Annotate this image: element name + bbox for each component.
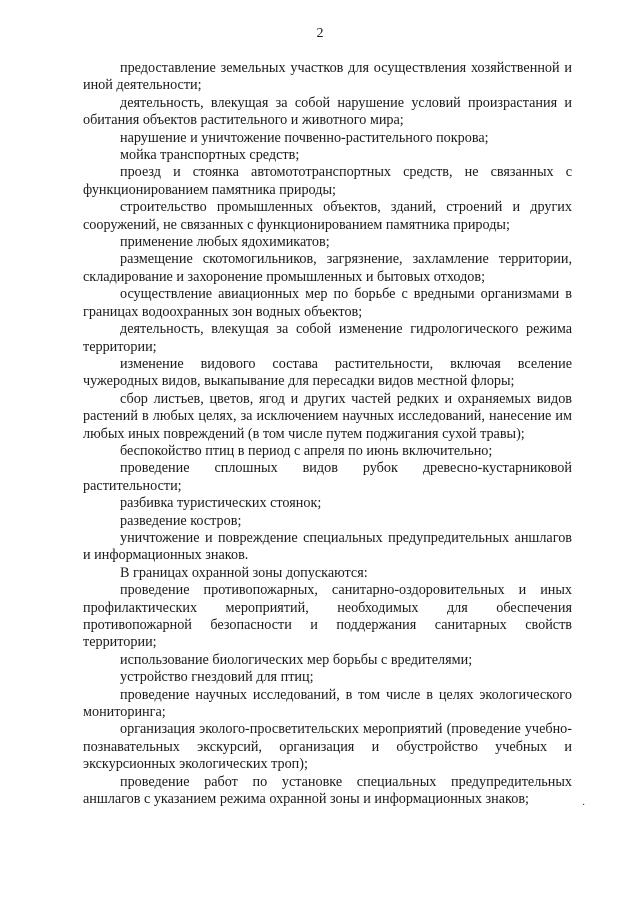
paragraph: разведение костров;: [120, 512, 242, 529]
paragraph: строительство промышленных объектов, зданий, строений и других сооружений, не связанных с функционированием памятника природы;: [83, 199, 572, 233]
document-body: [83, 60, 572, 808]
paragraph: проведение противопожарных, санитарно-оздоровительных и иных профилактических мероприятий, необходимых для обеспечения противопожарной безопасности и поддержания санитарных свойств территории;: [83, 582, 572, 651]
paragraph: проведение научных исследований, в том числе в целях экологического мониторинга;: [83, 686, 572, 721]
section-heading: В границах охранной зоны допускаются:: [120, 564, 368, 581]
paragraph: осуществление авиационных мер по борьбе с вредными организмами в границах водоохранных зон водных объектов;: [83, 286, 572, 320]
paragraph: предоставление земельных участков для осуществления хозяйственной и иной деятельности;: [83, 60, 572, 94]
paragraph: мойка транспортных средств;: [120, 147, 300, 164]
stray-dot: ·: [582, 800, 586, 811]
paragraph: организация эколого-просветительских мероприятий (проведение учебно-познавательных экскурсий, организация и обустройство учебных и экскурсионных экологических троп);: [83, 721, 572, 773]
paragraph: проезд и стоянка автомототранспортных средств, не связанных с функционированием памятника природы;: [83, 164, 572, 198]
paragraph: разбивка туристических стоянок;: [120, 495, 322, 512]
paragraph: деятельность, влекущая за собой нарушение условий произрастания и обитания объектов растительного и животного мира;: [83, 94, 572, 129]
paragraph: изменение видового состава растительности, включая вселение чужеродных видов, выкапывание для пересадки видов местной флоры;: [83, 355, 572, 390]
paragraph: беспокойство птиц в период с апреля по июнь включительно;: [120, 442, 493, 459]
page-number: 2: [316, 26, 324, 41]
paragraph: уничтожение и повреждение специальных предупредительных аншлагов и информационных знаков.: [83, 529, 572, 564]
paragraph: использование биологических мер борьбы с вредителями;: [120, 651, 473, 668]
paragraph: размещение скотомогильников, загрязнение, захламление территории, складирование и захоронение промышленных и бытовых отходов;: [83, 251, 572, 285]
paragraph: устройство гнездовий для птиц;: [120, 669, 314, 686]
paragraph: сбор листьев, цветов, ягод и других частей редких и охраняемых видов растений в любых целях, за исключением научных исследований, нанесение им любых иных повреждений (в том числе путем поджигания сухой травы);: [83, 390, 572, 442]
paragraph: деятельность, влекущая за собой изменение гидрологического режима территории;: [83, 321, 572, 355]
paragraph: проведение сплошных видов рубок древесно-кустарниковой растительности;: [83, 460, 572, 494]
paragraph: проведение работ по установке специальных предупредительных аншлагов с указанием режима охранной зоны и информационных знаков;: [83, 773, 572, 808]
paragraph: применение любых ядохимикатов;: [120, 234, 330, 251]
paragraph: нарушение и уничтожение почвенно-растительного покрова;: [120, 129, 489, 146]
